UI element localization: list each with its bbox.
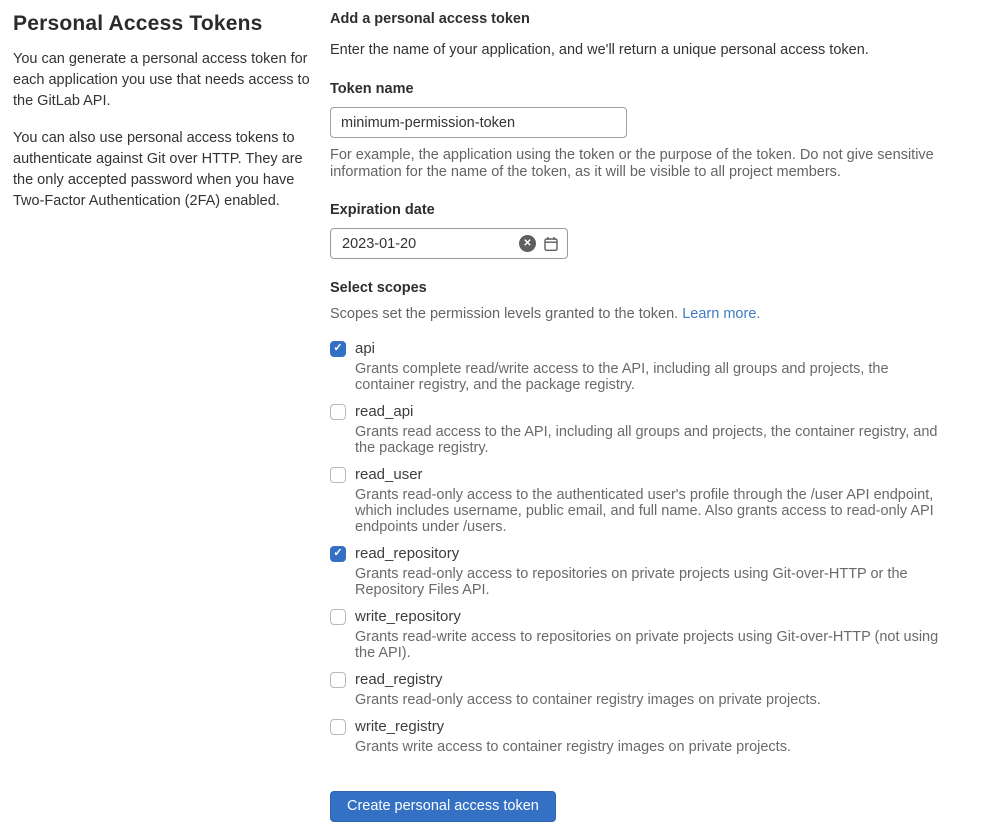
expiration-date-value[interactable]: 2023-01-20 [342, 235, 417, 252]
scope-row [330, 608, 952, 661]
scope-head [330, 718, 952, 735]
scope-name[interactable]: write_registry [355, 718, 445, 735]
token-name-label: Token name [330, 81, 414, 97]
expiration-date-label: Expiration date [330, 202, 435, 218]
expiration-date-input[interactable] [330, 228, 568, 259]
checkmark-icon: ✓ [333, 547, 343, 559]
scope-row [330, 403, 952, 456]
scope-description: Grants write access to container registry images on private projects. [355, 739, 791, 755]
scope-row [330, 545, 952, 598]
description-paragraph-1: You can generate a personal access token for each application you use that needs access to the GitLab API. [13, 51, 310, 109]
form-intro: Enter the name of your application, and we'll return a unique personal access token. [330, 42, 869, 58]
token-name-input[interactable] [330, 107, 627, 138]
scope-description: Grants read-write access to repositories on private projects using Git-over-HTTP (not using the API). [355, 629, 939, 661]
scope-checkbox[interactable] [330, 467, 346, 483]
page-title: Personal Access Tokens [13, 12, 263, 35]
token-name-help: For example, the application using the token or the purpose of the token. Do not give sensitive information for the name of the token, as it will be visible to all project members. [330, 147, 934, 180]
scope-description: Grants read-only access to repositories on private projects using Git-over-HTTP or the Repository Files API. [355, 566, 908, 598]
create-token-button[interactable]: Create personal access token [330, 791, 556, 822]
scope-checkbox[interactable] [330, 719, 346, 735]
scope-description: Grants read access to the API, including all groups and projects, the container registry, and the package registry. [355, 424, 938, 456]
description-panel [0, 0, 330, 228]
description-paragraph-2: You can also use personal access tokens to authenticate against Git over HTTP. They are the only accepted password when you have Two-Factor Authentication (2FA) enabled. [13, 130, 303, 209]
scope-description: Grants read-only access to container registry images on private projects. [355, 692, 821, 708]
scope-description: Grants complete read/write access to the API, including all groups and projects, the container registry, and the package registry. [355, 361, 889, 393]
scope-head [330, 466, 952, 483]
clear-date-icon[interactable]: ✕ [519, 235, 536, 252]
scope-head [330, 403, 952, 420]
scope-row [330, 671, 952, 708]
calendar-icon[interactable] [543, 236, 559, 252]
form-heading: Add a personal access token [330, 11, 530, 27]
scope-name[interactable]: write_repository [355, 608, 461, 625]
select-scopes-label: Select scopes [330, 280, 427, 296]
scope-name[interactable]: read_api [355, 403, 414, 420]
token-form [330, 0, 952, 822]
scope-head [330, 671, 952, 688]
scope-head [330, 340, 952, 357]
scope-checkbox[interactable] [330, 609, 346, 625]
scope-row [330, 466, 952, 535]
scope-name[interactable]: read_registry [355, 671, 443, 688]
scope-checkbox[interactable] [330, 546, 346, 562]
scope-row [330, 340, 952, 393]
learn-more-link[interactable]: Learn more. [682, 306, 761, 322]
scope-list [330, 340, 952, 755]
scope-head [330, 545, 952, 562]
scope-description: Grants read-only access to the authenticated user's profile through the /user API endpoint, which includes username, public email, and full name. Also grants access to read-only API endpoints under /users. [355, 487, 934, 535]
scope-row [330, 718, 952, 755]
scope-checkbox[interactable] [330, 404, 346, 420]
scope-name[interactable]: api [355, 340, 376, 357]
scope-name[interactable]: read_repository [355, 545, 460, 562]
scope-name[interactable]: read_user [355, 466, 423, 483]
checkmark-icon: ✓ [333, 342, 343, 354]
scope-checkbox[interactable] [330, 341, 346, 357]
scope-checkbox[interactable] [330, 672, 346, 688]
scopes-description [330, 306, 952, 322]
scopes-description-text: Scopes set the permission levels granted to the token. [330, 306, 679, 322]
scope-head [330, 608, 952, 625]
